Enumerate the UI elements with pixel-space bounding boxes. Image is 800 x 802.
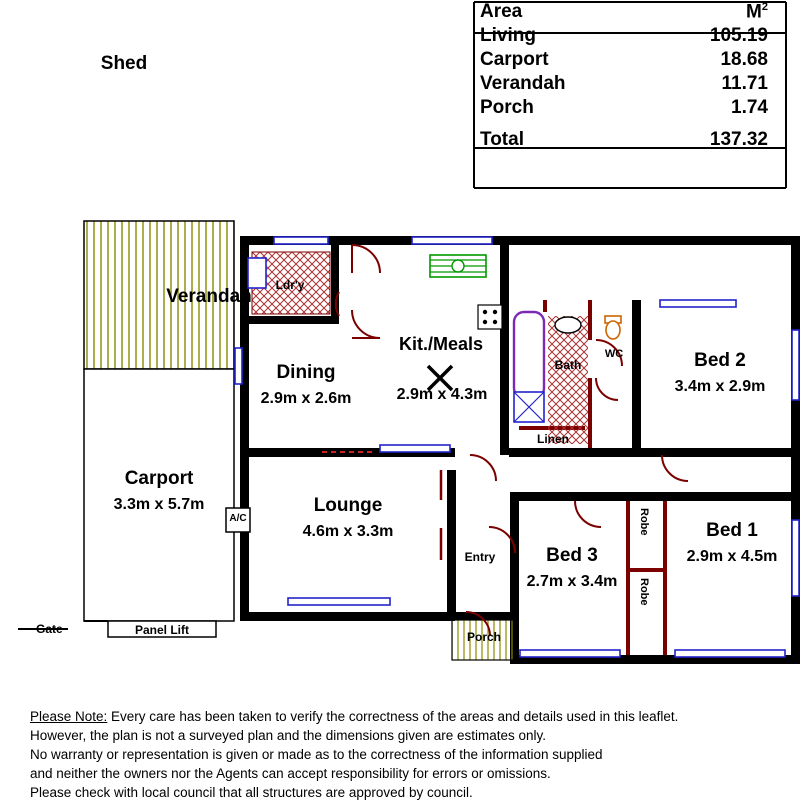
area-value-carport: 18.68	[720, 49, 768, 71]
area-summary-table	[470, 0, 790, 152]
shed-label: Shed	[100, 53, 148, 74]
room-label-kitchen-meals: Kit./Meals	[398, 334, 484, 354]
note-prefix: Please Note:	[30, 709, 108, 724]
room-dims-kitchen-meals: 2.9m x 4.3m	[396, 386, 488, 403]
label-gate: Gate	[36, 622, 63, 636]
area-table-header-row	[470, 0, 790, 24]
room-label-dining: Dining 2.9m x 2.6m	[260, 362, 352, 407]
note-line-4: and neither the owners nor the Agents can accept responsibility for errors or omissions.	[30, 766, 551, 781]
area-value-verandah: 11.71	[721, 73, 768, 95]
note-line-5: Please check with local council that all structures are approved by council.	[30, 785, 473, 800]
label-robe-2: Robe	[638, 578, 650, 606]
label-linen: Linen	[537, 432, 569, 446]
label-wc: WC	[604, 348, 624, 360]
note-line-2: However, the plan is not a surveyed plan and the dimensions given are estimates only.	[30, 728, 547, 743]
area-row-carport	[470, 48, 790, 72]
area-header-label: Area	[480, 1, 523, 23]
area-label-verandah: Verandah	[480, 73, 566, 95]
disclaimer-note	[30, 707, 790, 802]
area-row-verandah	[470, 72, 790, 96]
label-porch: Porch	[466, 630, 501, 644]
label-bath: Bath	[554, 358, 582, 372]
area-value-living: 105.19	[709, 25, 768, 47]
area-row-total	[470, 120, 790, 152]
note-text-1: Every care has been taken to verify the correctness of the areas and details used in this leaflet.	[107, 709, 679, 724]
label-robe-1: Robe	[638, 508, 650, 536]
room-label-bed-2: Bed 2 3.4m x 2.9m	[674, 350, 766, 395]
area-row-porch	[470, 96, 790, 120]
room-label-bed-3: Bed 3 2.7m x 3.4m	[526, 545, 618, 590]
label-laundry: Ldr'y	[275, 278, 305, 292]
note-line-3: No warranty or representation is given or made as to the correctness of the information supplied	[30, 747, 603, 762]
area-value-total: 137.32	[709, 129, 768, 151]
area-header-unit: $M^2$	[746, 1, 768, 23]
area-label-living: Living	[480, 25, 536, 47]
label-ac: A/C	[229, 513, 247, 524]
room-label-verandah: Verandah	[166, 286, 252, 307]
area-label-total: Total	[480, 129, 524, 151]
note-line-1	[30, 707, 790, 726]
area-label-porch: Porch	[480, 97, 534, 119]
label-panel-lift: Panel Lift	[134, 623, 189, 637]
room-label-carport: Carport 3.3m x 5.7m	[113, 468, 205, 513]
area-value-porch: 1.74	[731, 97, 768, 119]
area-row-living	[470, 24, 790, 48]
area-label-carport: Carport	[480, 49, 549, 71]
label-entry: Entry	[464, 550, 496, 564]
room-label-lounge: Lounge 4.6m x 3.3m	[302, 495, 394, 540]
room-label-bed-1: Bed 1 2.9m x 4.5m	[686, 520, 778, 565]
